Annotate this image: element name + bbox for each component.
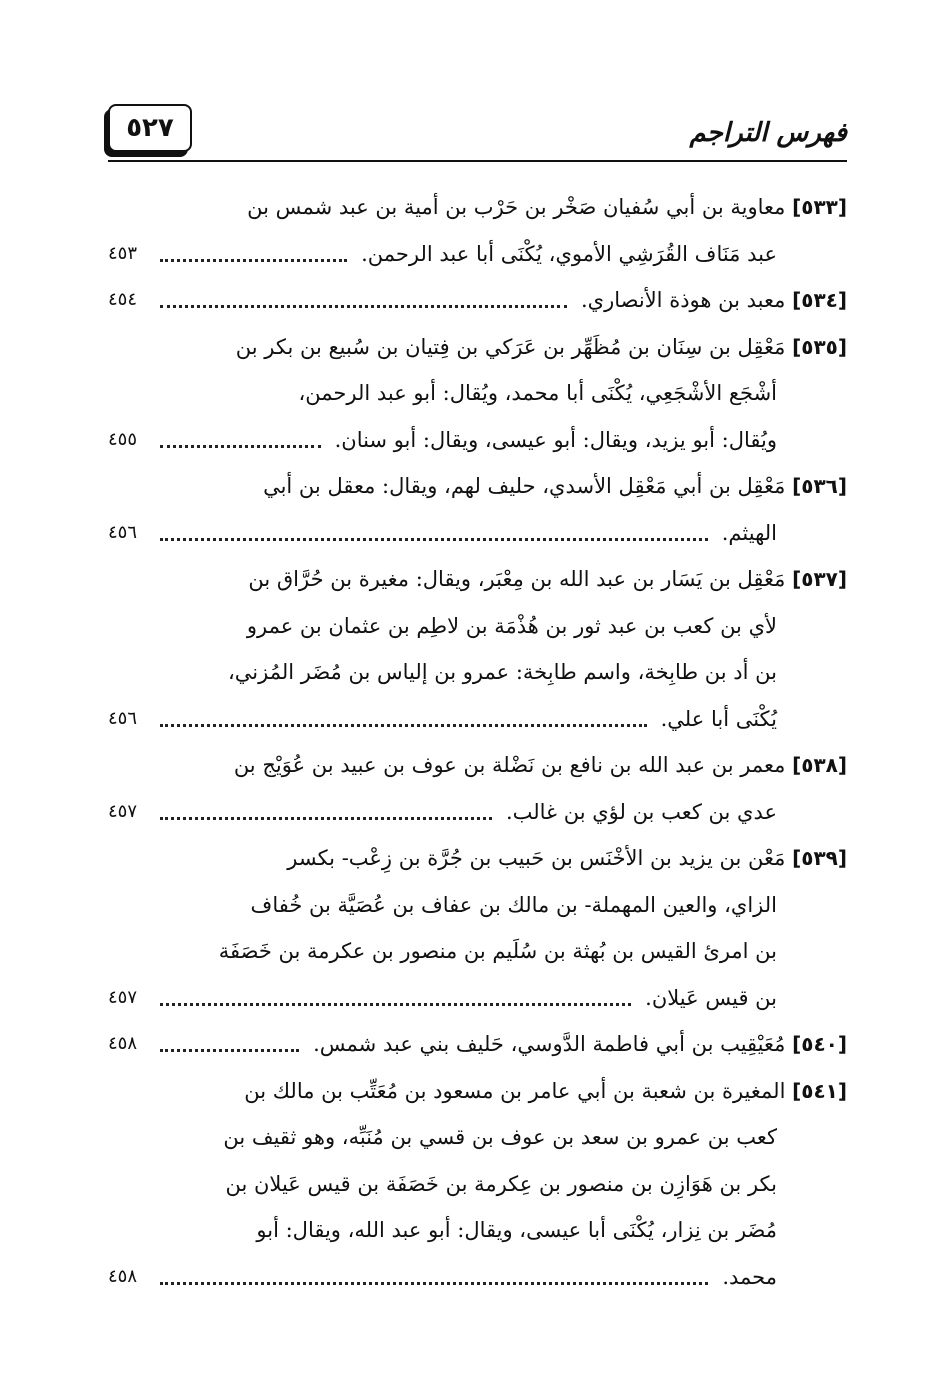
entry-page-number: ٤٥٣ — [108, 242, 138, 264]
entry-name-text: عبد مَنَاف القُرَشِي الأموي، يُكْنَى أبا عبد الرحمن. — [361, 241, 777, 266]
entry-line — [108, 696, 847, 743]
entry-line — [108, 742, 847, 789]
entry-name-text: لأي بن كعب بن عبد ثور بن هُذْمَة بن لاطِم بن عثمان بن عمرو — [246, 613, 777, 638]
entry-text — [581, 277, 847, 324]
entry-line — [108, 370, 847, 417]
index-entries — [108, 184, 847, 1300]
entry-name-text: مُعَيْقِيب بن أبي فاطمة الدَّوسي، حَليف بني عبد شمس. — [313, 1032, 786, 1056]
entry-line — [108, 928, 847, 975]
entry-number: [٥٣٩] — [792, 846, 847, 870]
entry-name-text: المغيرة بن شعبة بن أبي عامر بن مسعود بن مُعَتِّب بن مالك بن — [244, 1078, 786, 1103]
entry-name-text: مَعْقِل بن يَسَار بن عبد الله بن مِعْبَر، ويقال: مغيرة بن حُرَّاق بن — [248, 567, 786, 591]
entry-text — [263, 463, 847, 510]
entry-name-text: معبد بن هوذة الأنصاري. — [581, 288, 786, 312]
entry-line — [108, 882, 847, 929]
entry-text — [287, 835, 847, 882]
entry-name-text: يُكْنَى أبا علي. — [660, 706, 777, 731]
entry-page-number: ٤٥٨ — [108, 1265, 138, 1287]
entry-text — [228, 649, 777, 696]
entry-text — [256, 1207, 777, 1254]
entry-line — [108, 603, 847, 650]
entry-number: [٥٣٨] — [792, 753, 847, 777]
entry-name-text: مَعْقِل بن أبي مَعْقِل الأسدي، حليف لهم، ويقال: معقل بن أبي — [263, 474, 786, 498]
entry-text — [298, 370, 777, 417]
dot-leader — [160, 1282, 708, 1285]
entry-text — [248, 556, 847, 603]
running-title: فهرس التراجم — [689, 118, 847, 148]
entry-line — [108, 835, 847, 882]
entry-name-text: بن امرئ القيس بن بُهثة بن سُلَيم بن منصور بن عكرمة بن خَصَفَة — [218, 939, 777, 963]
entry-name-text: معمر بن عبد الله بن نافع بن نَضْلة بن عوف بن عبيد بن عُوَيْج بن — [233, 753, 786, 777]
entry-line — [108, 1207, 847, 1254]
entry-name-text: بن أد بن طابِخة، واسم طابِخة: عمرو بن إلياس بن مُضَر المُزني، — [227, 660, 777, 684]
entry-line — [108, 231, 847, 278]
dot-leader — [160, 817, 492, 820]
entry-name-text: الهيثم. — [721, 520, 777, 545]
entry-page-number: ٤٥٦ — [108, 521, 138, 543]
dot-leader — [160, 1003, 631, 1006]
entry-name-text: الزاي، والعين المهملة- بن مالك بن عفاف بن عُصَيَّة بن خُفاف — [250, 892, 777, 917]
entry-text — [722, 1254, 777, 1301]
entry-name-text: مُضَر بن نِزار، يُكْنَى أبا عيسى، ويقال: أبو عبد الله، ويقال: أبو — [256, 1218, 777, 1242]
entry-name-text: أشْجَع الأشْجَعِي، يُكْنَى أبا محمد، ويُقال: أبو عبد الرحمن، — [298, 381, 777, 405]
entry-number: [٥٣٤] — [792, 288, 847, 312]
dot-leader — [160, 305, 567, 308]
entry-text — [226, 1161, 778, 1208]
entry-page-number: ٤٥٧ — [108, 800, 138, 822]
entry-name-text: بكر بن هَوَازِن بن منصور بن عِكرمة بن خَصَفَة بن قيس عَيلان بن — [225, 1171, 777, 1196]
entry-name-text: مَعْن بن يزيد بن الأخْنَس بن حَبيب بن جُرَّة بن زِعْب- بكسر — [287, 846, 786, 870]
header-rule — [108, 160, 847, 162]
entry-text — [219, 928, 777, 975]
entry-name-text: مَعْقِل بن سِنَان بن مُظَهِّر بن عَرَكي بن فِتيان بن سُبيع بن بكر بن — [235, 334, 786, 359]
entry-text — [722, 510, 777, 557]
dot-leader — [160, 724, 647, 727]
entry-page-number: ٤٥٥ — [108, 428, 138, 450]
entry-text — [247, 603, 777, 650]
entry-line — [108, 510, 847, 557]
entry-text — [661, 696, 777, 743]
entry-text — [236, 324, 847, 371]
entry-line — [108, 789, 847, 836]
entry-number: [٥٣٦] — [792, 474, 847, 498]
entry-name-text: عدي بن كعب بن لؤي بن غالب. — [505, 799, 777, 824]
entry-line — [108, 1068, 847, 1115]
entry-name-text: معاوية بن أبي سُفيان صَخْر بن حَرْب بن أمية بن عبد شمس بن — [247, 195, 786, 219]
dot-leader — [160, 538, 708, 541]
entry-name-text: كعب بن عمرو بن سعد بن عوف بن قسي بن مُنَبِّه، وهو ثقيف بن — [223, 1125, 777, 1149]
entry-text — [251, 882, 777, 929]
entry-name-text: ويُقال: أبو يزيد، ويقال: أبو عيسى، ويقال: أبو سنان. — [334, 427, 777, 452]
entry-page-number: ٤٥٤ — [108, 289, 138, 310]
entry-number: [٥٣٧] — [792, 567, 847, 591]
entry-number: [٥٣٣] — [792, 195, 847, 219]
entry-line — [108, 463, 847, 510]
dot-leader — [160, 259, 347, 262]
entry-line — [108, 649, 847, 696]
entry-text — [313, 1021, 847, 1068]
entry-text — [361, 231, 777, 278]
entry-line — [108, 556, 847, 603]
entry-number: [٥٣٥] — [792, 334, 847, 359]
entry-text — [335, 417, 777, 464]
entry-line — [108, 1254, 847, 1301]
entry-line — [108, 975, 847, 1022]
entry-text — [645, 975, 777, 1022]
entry-text — [247, 184, 847, 231]
entry-page-number: ٤٥٨ — [108, 1033, 138, 1054]
page-number: ٥٢٧ — [108, 104, 192, 152]
entry-number: [٥٤٠] — [792, 1032, 847, 1056]
entry-number: [٥٤١] — [792, 1078, 847, 1103]
entry-line — [108, 277, 847, 324]
entry-line — [108, 324, 847, 371]
entry-text — [234, 742, 847, 789]
entry-line — [108, 184, 847, 231]
entry-text — [223, 1114, 777, 1161]
dot-leader — [160, 1049, 299, 1052]
entry-text — [506, 789, 777, 836]
entry-text — [244, 1068, 847, 1115]
entry-page-number: ٤٥٦ — [108, 707, 138, 729]
entry-line — [108, 1114, 847, 1161]
entry-page-number: ٤٥٧ — [108, 986, 138, 1008]
entry-line — [108, 1161, 847, 1208]
entry-name-text: بن قيس عَيلان. — [645, 985, 777, 1010]
entry-line — [108, 417, 847, 464]
entry-line — [108, 1021, 847, 1068]
dot-leader — [160, 445, 321, 448]
entry-name-text: محمد. — [722, 1264, 777, 1289]
